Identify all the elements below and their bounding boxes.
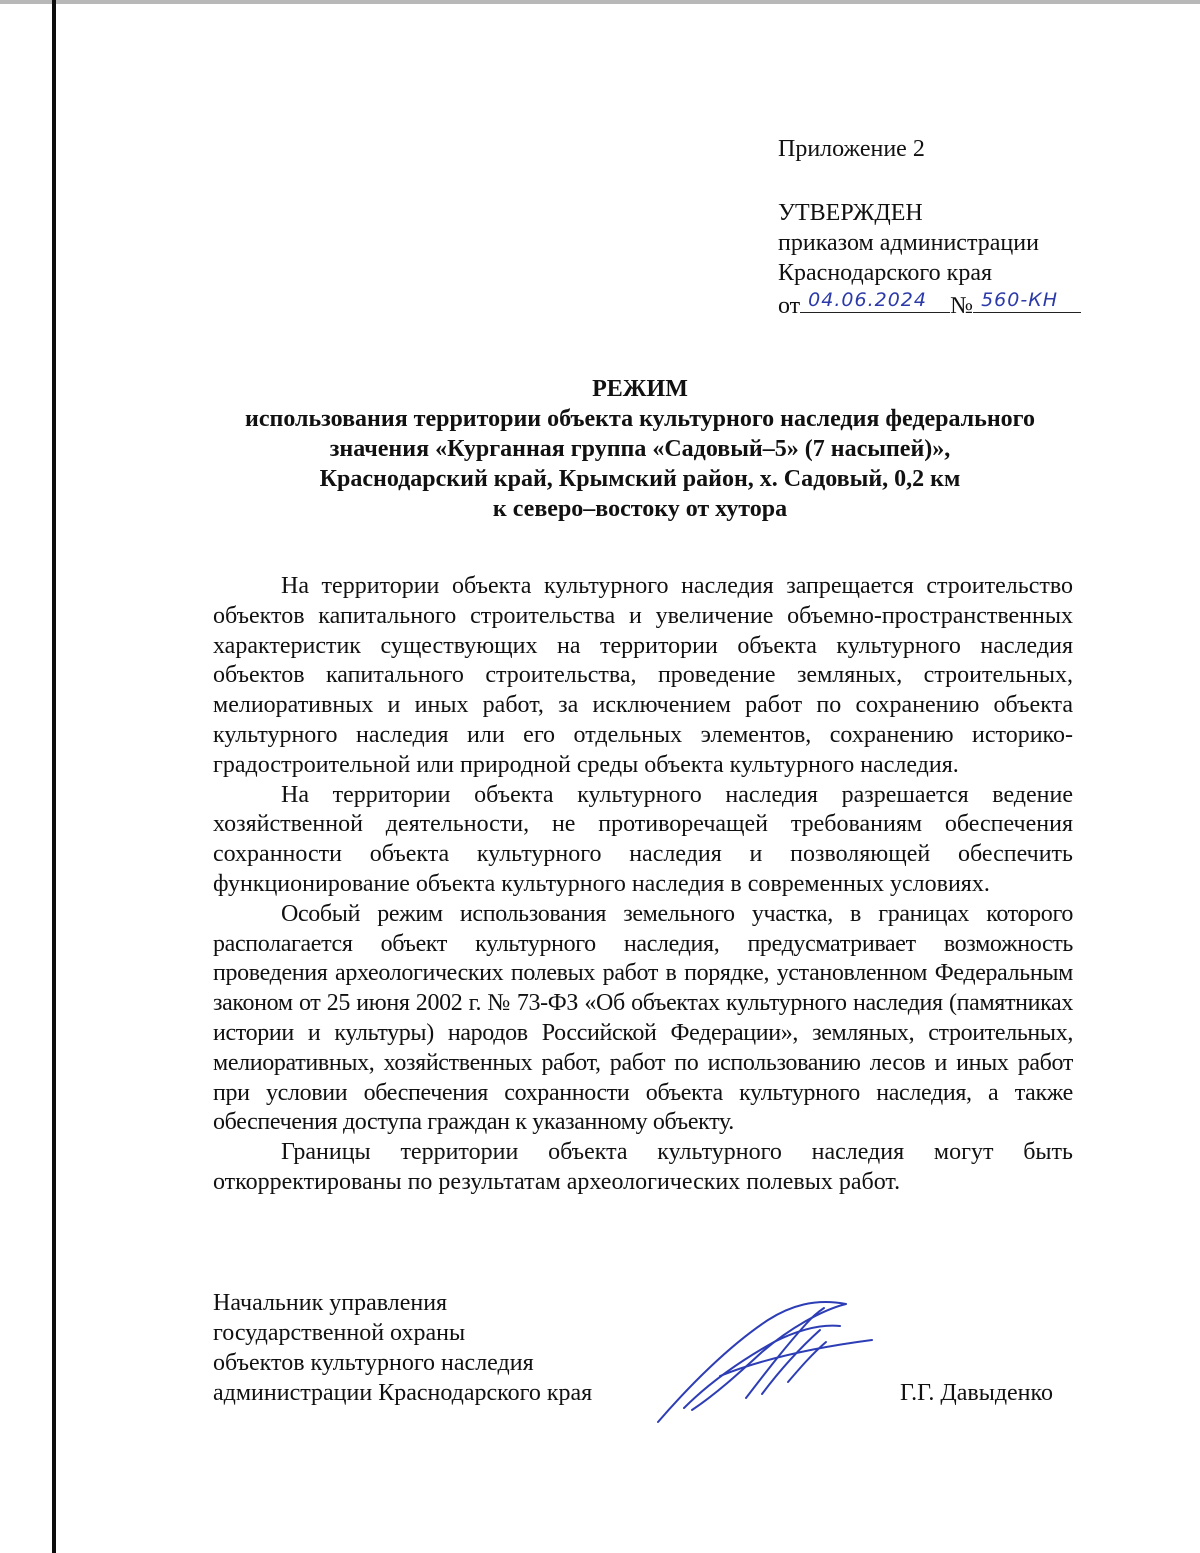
paragraph-4: Границы территории объекта культурного наследия могут быть откорректированы по результатам археологических полевых работ. [213, 1139, 1073, 1195]
title-line-4: Краснодарский край, Крымский район, х. Садовый, 0,2 км [319, 466, 961, 492]
title-line-1: РЕЖИМ [592, 376, 688, 402]
paragraph-3: Особый режим использования земельного участка, в границах которого располагается объект культурного наследия, предусматривает возможность проведения археологических полевых работ в порядке, установленном Федеральным законом от 25 июня 2002 г. № 73-ФЗ «Об объектах культурного наследия (памятниках истории и культуры) народов Российской Федерации», земляных, строительных, мелиоративных, хозяйственных работ, работ по использованию лесов и иных работ при условии обеспечения сохранности объекта культурного наследия, а также обеспечения доступа граждан к указанному объекту. [213, 900, 1073, 1136]
appendix-label: Приложение 2 [778, 136, 925, 162]
scan-edge-left [52, 0, 56, 1553]
signer-line-3: объектов культурного наследия [213, 1350, 534, 1376]
handwritten-date: 04.06.2024 [808, 289, 927, 311]
signer-name: Г.Г. Давыденко [900, 1380, 1053, 1406]
title-line-5: к северо–востоку от хутора [492, 496, 788, 522]
signer-line-2: государственной охраны [213, 1320, 466, 1346]
document-body [213, 572, 1073, 1198]
title-line-2: использования территории объекта культурного наследия федерального [245, 406, 1035, 432]
order-line-1: приказом администрации [778, 230, 1039, 256]
paragraph-1: На территории объекта культурного наследия запрещается строительство объектов капитального строительства и увеличение объемно-пространственных характеристик существующих на территории объекта культурного наследия объектов капитального строительства, проведение земляных, строительных, мелиоративных и иных работ, за исключением работ по сохранению объекта культурного наследия или его отдельных элементов, сохранению историко-градостроительной или природной среды объекта культурного наследия. [213, 573, 1073, 778]
paragraph-2: На территории объекта культурного наследия разрешается ведение хозяйственной деятельности, не противоречащей требованиям обеспечения сохранности объекта культурного наследия и позволяющей обеспечить функционирование объекта культурного наследия в современных условиях. [213, 781, 1073, 897]
document-title [140, 374, 1140, 524]
signer-line-1: Начальник управления [213, 1290, 448, 1316]
signer-position [213, 1288, 592, 1408]
scan-edge-top [0, 0, 1200, 4]
order-date-number-line [778, 288, 1081, 321]
approved-label: УТВЕРЖДЕН [778, 200, 923, 226]
number-prefix: № [950, 293, 974, 319]
date-prefix: от [778, 293, 801, 319]
handwritten-signature [650, 1290, 880, 1440]
signer-line-4: администрации Краснодарского края [213, 1380, 593, 1406]
date-field [800, 288, 950, 313]
number-field [973, 288, 1081, 313]
order-line-2: Краснодарского края [778, 260, 993, 286]
title-line-3: значения «Курганная группа «Садовый–5» (7 насыпей)», [329, 436, 951, 462]
handwritten-number: 560-КН [981, 289, 1058, 311]
